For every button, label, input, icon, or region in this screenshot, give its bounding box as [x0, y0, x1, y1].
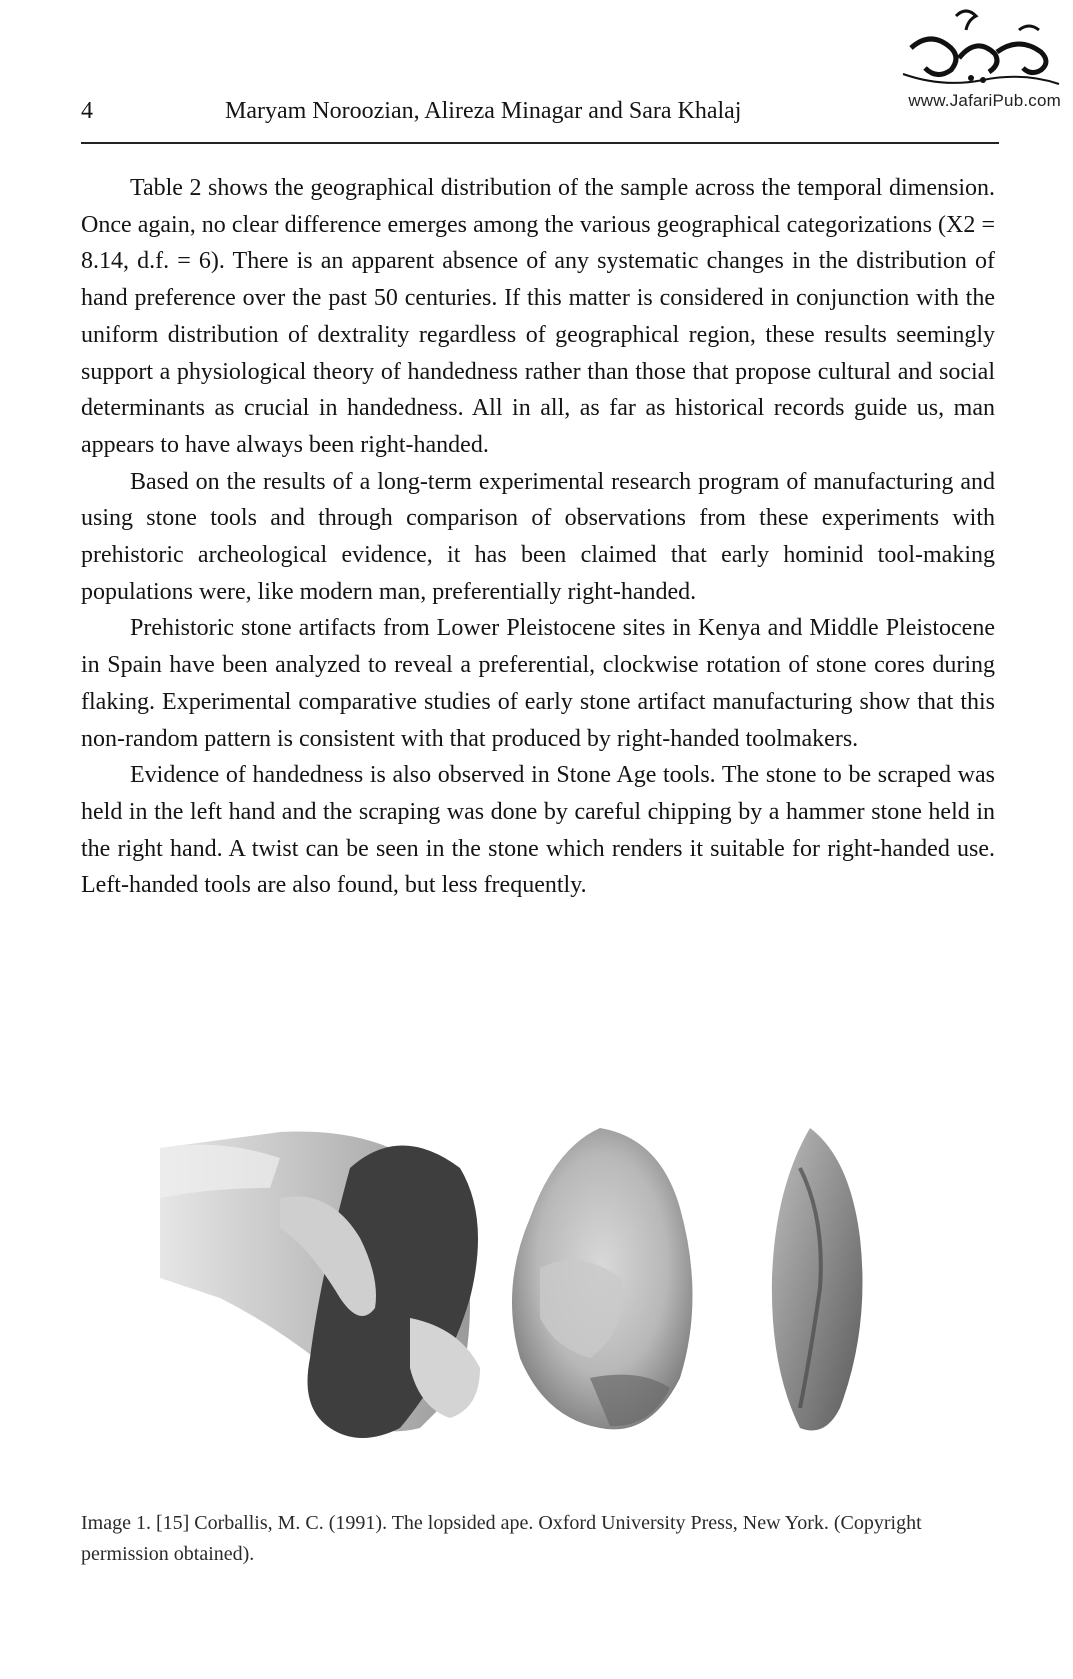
body-text [81, 170, 995, 904]
page-header [81, 92, 999, 144]
paragraph: Evidence of handedness is also observed in Stone Age tools. The stone to be scraped was held in the left hand and the scraping was done by careful chipping by a hammer stone held in the right hand. A twist can be seen in the stone which renders it suitable for right-handed use. Left-handed tools are also found, but less frequently. [81, 762, 995, 899]
running-head-authors: Maryam Noroozian, Alireza Minagar and Sara Khalaj [225, 98, 742, 124]
calligraphy-logo-icon [901, 8, 1061, 88]
page-number: 4 [81, 98, 93, 124]
paragraph: Prehistoric stone artifacts from Lower Pleistocene sites in Kenya and Middle Pleistocene in Spain have been analyzed to reveal a preferential, clockwise rotation of stone cores during flaking. Experimental comparative studies of early stone artifact manufacturing show that this non-random pattern is consistent with that produced by right-handed toolmakers. [81, 615, 995, 752]
hand-axe-side-image [772, 1128, 863, 1431]
stone-tools-photo [160, 1128, 920, 1473]
figure-caption: Image 1. [15] Corballis, M. C. (1991). The lopsided ape. Oxford University Press, New York. (Copyright permission obtained). [81, 1512, 922, 1565]
hand-with-stone-image [160, 1132, 480, 1438]
publisher-url: www.JafariPub.com [908, 91, 1061, 110]
paragraph: Based on the results of a long-term experimental research program of manufacturing and using stone tools and through comparison of observations from these experiments with prehistoric archeological evidence, it has been claimed that early hominid tool-making populations were, like modern man, preferentially right-handed. [81, 468, 995, 605]
hand-axe-front-image [512, 1128, 693, 1429]
paragraph: Table 2 shows the geographical distribution of the sample across the temporal dimension. Once again, no clear difference emerges among the various geographical categorizations (X2 = 8.14, d.f. = 6). There is an apparent absence of any systematic changes in the distribution of hand preference over the past 50 centuries. If this matter is considered in conjunction with the uniform distribution of dextrality regardless of geographical region, these results seemingly support a physiological theory of handedness rather than those that propose cultural and social determinants as crucial in handedness. All in all, as far as historical records guide us, man appears to have always been right-handed. [81, 175, 995, 458]
